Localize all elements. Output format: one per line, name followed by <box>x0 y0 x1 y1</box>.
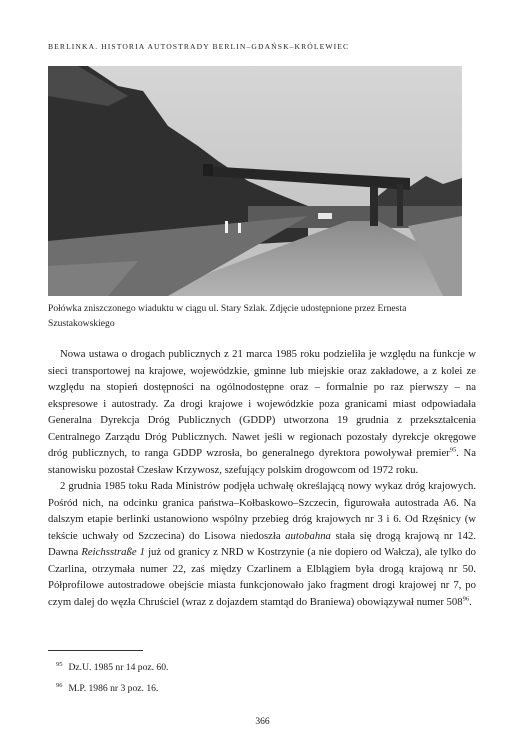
footnote-number: 96 <box>56 682 63 690</box>
footnote-96 <box>48 678 476 697</box>
paragraph-2-text-c: już od granicy z NRD w Kostrzynie (a nie dopiero od Wałcza), ale tylko do Czarlina, otrzymała numer 22, zaś między Czarlinem a Elblągiem była drogą krajową nr 50. Półprofilowe autostradowe obejście miasta funkcjonowało jako fragment drogi krajowej nr 7, po czym dalej do węzła Chruściel (wraz z dojazdem stamtąd do Braniewa) obowiązywał numer 508 <box>48 546 476 608</box>
footnotes <box>48 650 476 699</box>
footnote-ref-96: 96 <box>462 594 470 602</box>
footnote-text: M.P. 1986 nr 3 poz. 16. <box>68 683 159 695</box>
main-text <box>48 346 476 610</box>
page-number: 366 <box>255 717 270 727</box>
footnote-95 <box>48 657 476 676</box>
paragraph-1-text: Nowa ustawa o drogach publicznych z 21 marca 1985 roku podzieliła je względu na funkcje w sieci transportowej na krajowe, wojewódzkie, gminne lub miejskie oraz zakładowe, a z kolei ze względu na stopień dostępności na ogólnodostępne oraz – formalnie po raz pierwszy – na ekspresowe i autostrady. Za drogi krajowe i wojewódzkie poza granicami miast odpowiadała Generalna Dyrekcja Dróg Publicznych (GDDP) utworzona 19 grudnia z przekształcenia Centralnego Zarządu Dróg Publicznych. Nawet jeśli w regionach pozostały dyrekcje okręgowe dróg publicznych, to ranga GDDP wzrosła, bo generalnego dyrektora powoływał premier <box>48 348 476 459</box>
paragraph-2-text-b: stała się drogą krajową nr 142. Dawna <box>48 529 476 558</box>
paragraph-1 <box>48 346 476 478</box>
footnote-rule <box>48 650 143 651</box>
footnote-ref-95: 95 <box>449 446 457 454</box>
running-head: BERLINKA. HISTORIA AUTOSTRADY BERLIN–GDAŃSK–KRÓLEWIEC <box>48 42 350 51</box>
paragraph-2-end: . <box>469 595 472 608</box>
viaduct-photo <box>48 66 462 296</box>
paragraph-2 <box>48 478 476 610</box>
photo-caption: Połówka zniszczonego wiaduktu w ciągu ul. Stary Szlak. Zdjęcie udostępnione przez Ernesta Szustakowskiego <box>48 303 407 329</box>
paragraph-1-end: . Na stanowisku pozostał Czesław Krzywosz, szefujący polskim drogowcom od 1972 roku. <box>48 447 476 476</box>
footnote-number: 95 <box>56 661 63 668</box>
paragraph-2-text-a: 2 grudnia 1985 toku Rada Ministrów podjęła uchwałę określającą nowy wykaz dróg krajowych. Pośród nich, na odcinku granica państwa–Kołbaskowo–Szczecin, figurowała autostrada A6. Na dalszym etapie berlinki ustanowiono wspólny przebieg dróg krajowych nr 3 i 6. Od Rzęśnicy (w tekście uchwały od Szczecina) do Lisowa niedoszła <box>48 480 476 542</box>
italic-autobahna: autobahna <box>285 529 331 542</box>
footnote-text: Dz.U. 1985 nr 14 poz. 60. <box>68 662 169 674</box>
italic-reichsstrasse: Reichsstraße 1 <box>81 546 145 558</box>
